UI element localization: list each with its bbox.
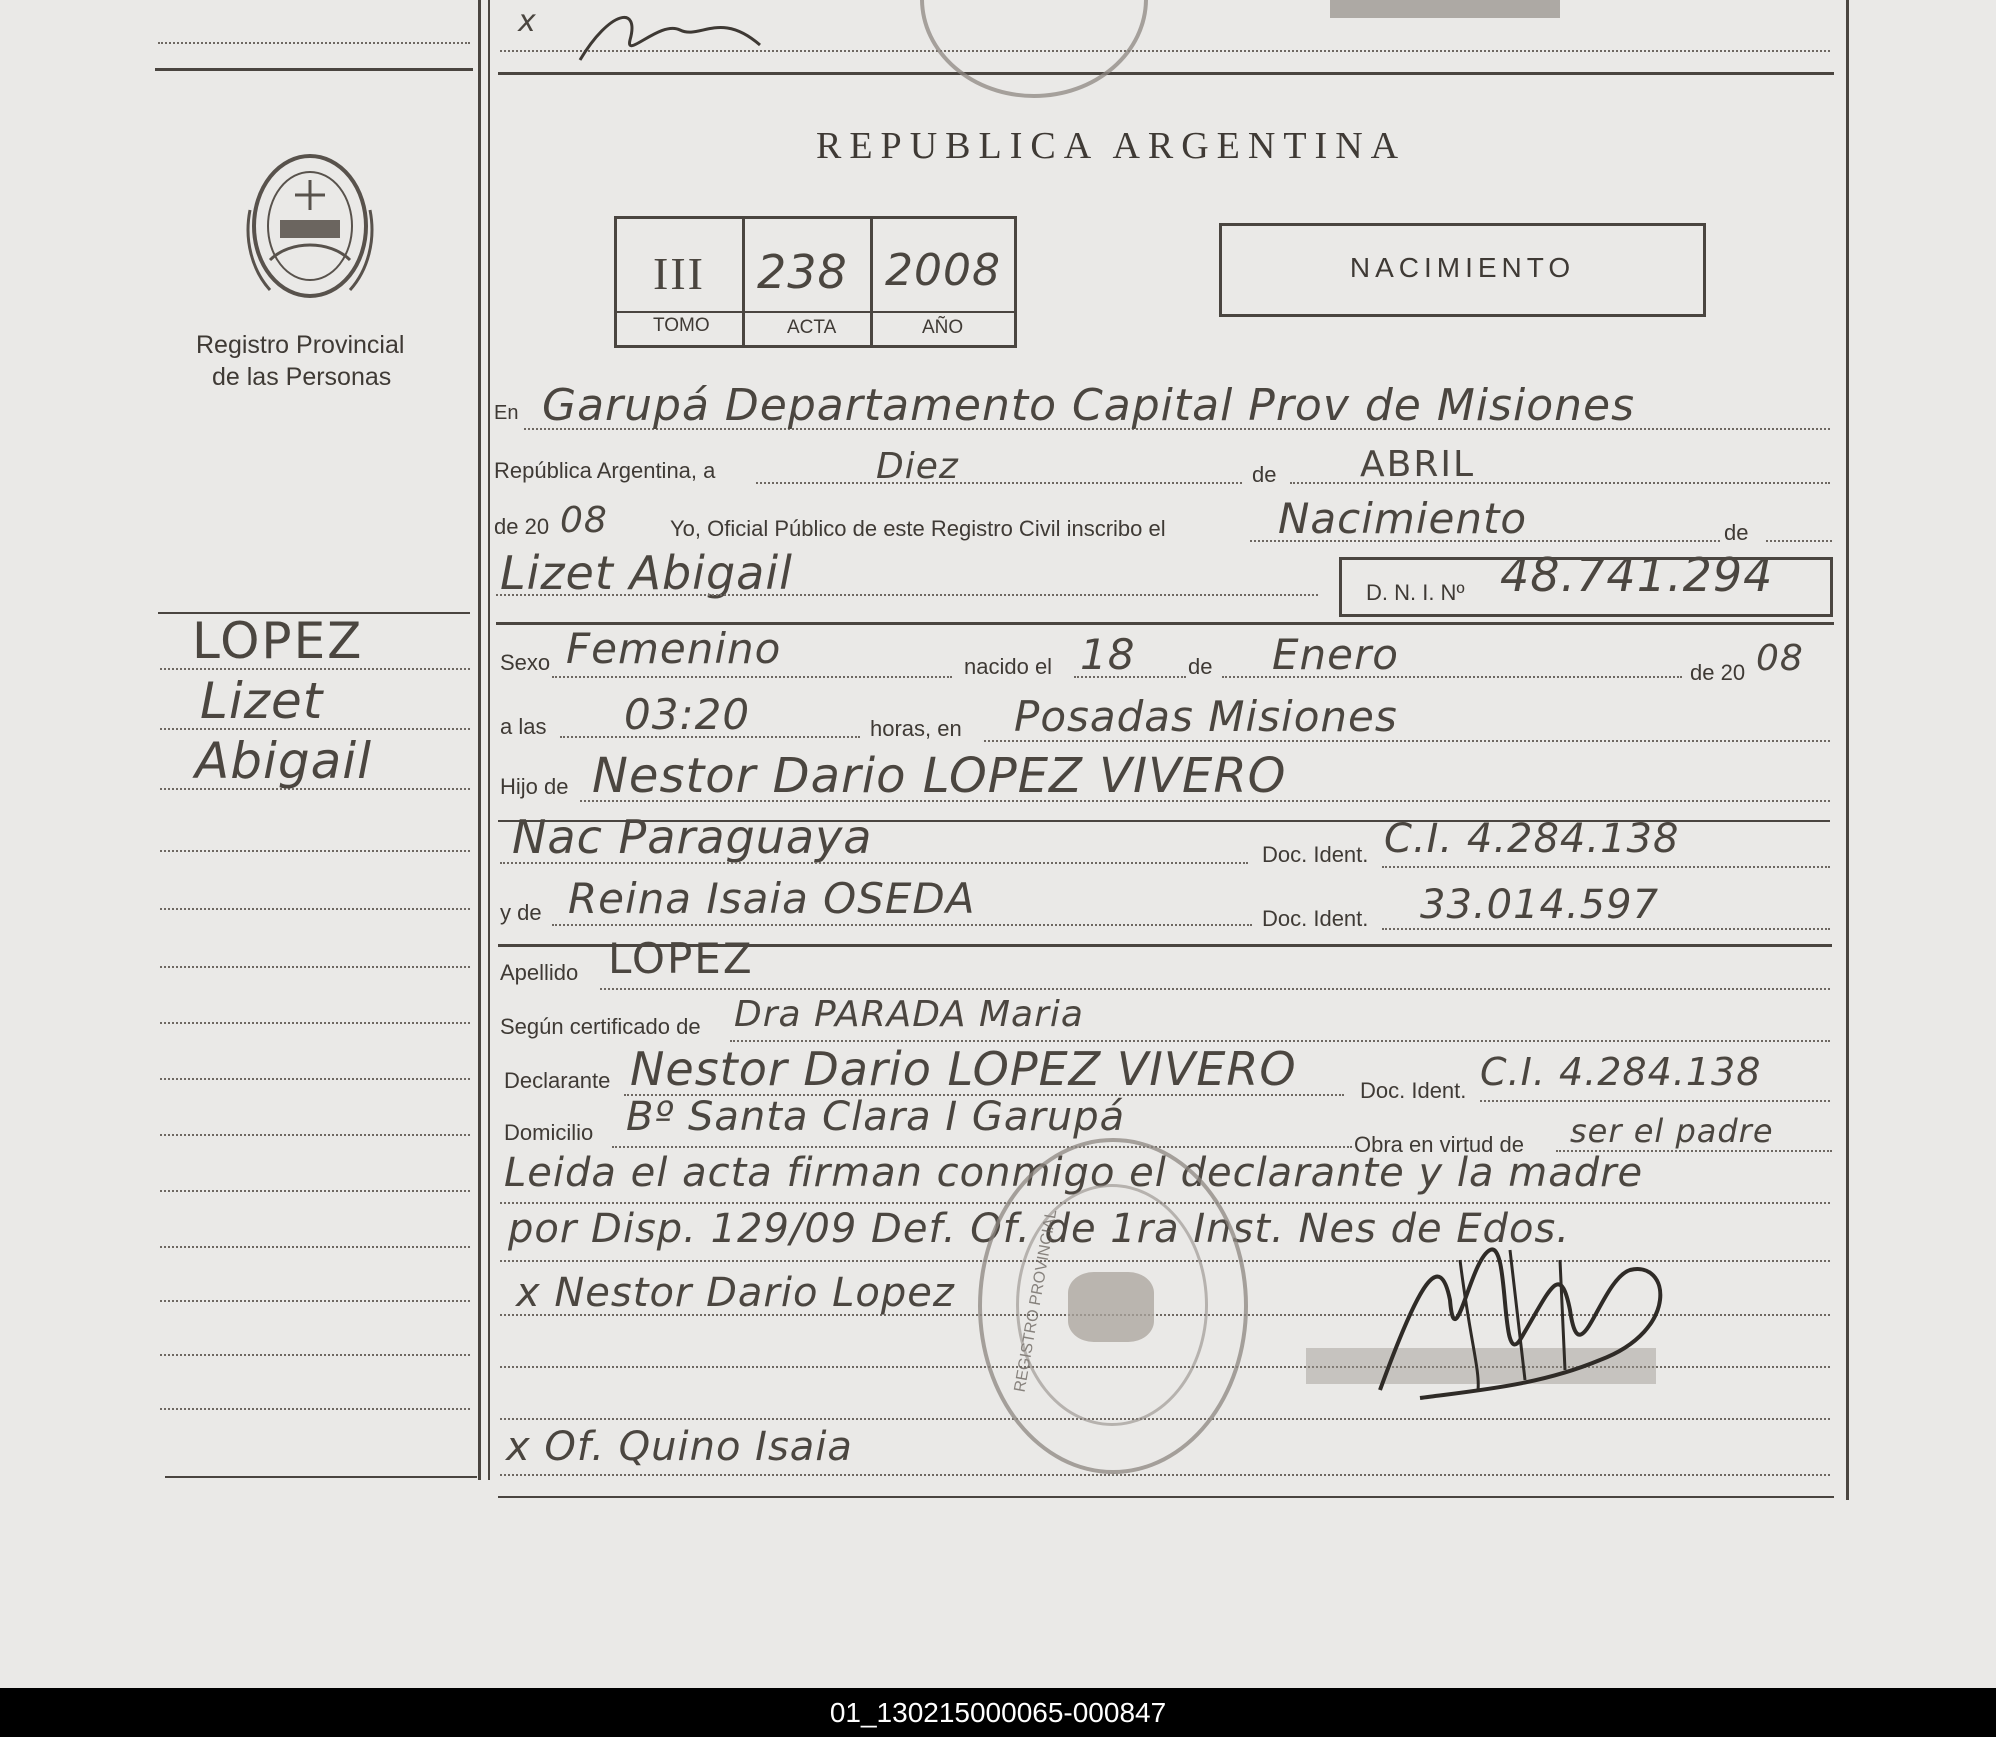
- apellido-line: [600, 988, 1830, 990]
- inner-column-divider: [488, 0, 490, 1480]
- obra-value: ser el padre: [1570, 1112, 1774, 1150]
- left-dotted-line: [160, 1190, 470, 1192]
- registry-name-line1: Registro Provincial: [196, 331, 405, 359]
- note-line2: por Disp. 129/09 Def. Of. de 1ra Inst. Nes de Edos.: [508, 1206, 1570, 1252]
- obra-label: Obra en virtud de: [1354, 1132, 1524, 1157]
- day-line: [756, 482, 1242, 484]
- year-prefix: de 20: [494, 514, 550, 539]
- bottom-rule: [498, 1496, 1834, 1498]
- de-line-2: [1766, 540, 1832, 542]
- table-label-rule: [617, 311, 1014, 313]
- en-label: En: [494, 402, 519, 424]
- father-nationality: Nac Paraguaya: [512, 810, 873, 864]
- yde-label: y de: [500, 900, 542, 925]
- mother-doc-line: [1382, 928, 1830, 930]
- de-label: de: [1252, 462, 1277, 487]
- year-value: 08: [560, 500, 608, 541]
- note-line1: Leida el acta firman conmigo el declarante y la madre: [504, 1150, 1644, 1196]
- declarante-value: Nestor Dario LOPEZ VIVERO: [630, 1042, 1297, 1096]
- left-dotted-line: [160, 966, 470, 968]
- name-value: Lizet Abigail: [500, 546, 793, 600]
- doc-ident-label-mother: Doc. Ident.: [1262, 906, 1369, 931]
- place-value: Posadas Misiones: [1014, 692, 1398, 741]
- father-doc-line: [1382, 866, 1830, 868]
- anio-label: AÑO: [922, 317, 964, 338]
- republica-label: República Argentina, a: [494, 458, 716, 483]
- month-value: ABRIL: [1360, 444, 1476, 485]
- left-dotted-line: [160, 1300, 470, 1302]
- official-signature: [1360, 1220, 1700, 1410]
- acta-label: ACTA: [787, 317, 837, 338]
- father-doc-value: C.I. 4.284.138: [1384, 816, 1680, 862]
- margin-surname: LOPEZ: [192, 612, 364, 670]
- dni-box: [1339, 548, 1833, 617]
- birth-day-value: 18: [1080, 630, 1136, 679]
- right-border: [1846, 0, 1849, 1500]
- top-right-rule: [498, 72, 1834, 75]
- seal-emblem: [1068, 1272, 1154, 1342]
- dni-label: D. N. I. Nº: [1366, 580, 1465, 605]
- mother-value: Reina Isaia OSEDA: [568, 874, 976, 923]
- margin-first-name: Lizet: [200, 672, 324, 730]
- tomo-value: III: [653, 248, 705, 299]
- domicilio-label: Domicilio: [504, 1120, 594, 1145]
- apellido-label: Apellido: [500, 960, 579, 985]
- dni-value: 48.741.294: [1500, 548, 1774, 602]
- apellido-value: LOPEZ: [608, 934, 754, 983]
- domicilio-value: Bº Santa Clara I Garupá: [626, 1094, 1126, 1140]
- sexo-value: Femenino: [566, 624, 782, 673]
- left-dotted-line: [160, 1408, 470, 1410]
- top-signature: [570, 0, 770, 70]
- inscribe-value: Nacimiento: [1278, 494, 1528, 543]
- official-seal: [978, 1138, 1248, 1474]
- horas-label: horas, en: [870, 716, 962, 741]
- left-column-divider: [478, 0, 481, 1480]
- sexo-line: [552, 676, 952, 678]
- registry-name-line2: de las Personas: [212, 363, 392, 391]
- segun-value: Dra PARADA Maria: [734, 994, 1084, 1035]
- left-dotted-line: [160, 1134, 470, 1136]
- en-value: Garupá Departamento Capital Prov de Misiones: [542, 380, 1635, 431]
- declarante-doc-line: [1480, 1100, 1830, 1102]
- father-nat-line: [500, 862, 1248, 864]
- coat-of-arms-icon: [240, 150, 380, 302]
- father-value: Nestor Dario LOPEZ VIVERO: [592, 748, 1287, 804]
- left-bottom-rule: [165, 1476, 477, 1478]
- alas-label: a las: [500, 714, 547, 739]
- sexo-label: Sexo: [500, 650, 551, 675]
- mother-line: [552, 924, 1252, 926]
- de-label-3: de: [1188, 654, 1213, 679]
- left-dotted-line: [160, 1246, 470, 1248]
- witness-signature: x Of. Quino Isaia: [506, 1424, 853, 1470]
- tomo-label: TOMO: [653, 315, 710, 336]
- country-title: REPUBLICA ARGENTINA: [816, 125, 1407, 167]
- act-type-title: NACIMIENTO: [1349, 252, 1576, 283]
- act-register-table: [614, 216, 1017, 348]
- top-left-rule: [155, 68, 473, 71]
- act-type-box: [1219, 223, 1706, 317]
- image-id-footer: 01_130215000065-000847: [0, 1688, 1996, 1737]
- left-dotted-line: [160, 850, 470, 852]
- note-line: [500, 1474, 1830, 1476]
- declarante-signature: x Nestor Dario Lopez: [516, 1270, 955, 1316]
- time-value: 03:20: [624, 690, 751, 739]
- declarante-label: Declarante: [504, 1068, 611, 1093]
- segun-label: Según certificado de: [500, 1014, 701, 1039]
- year-prefix-2: de 20: [1690, 660, 1746, 685]
- domicilio-line: [612, 1146, 1352, 1148]
- anio-value: 2008: [885, 245, 1001, 296]
- margin-second-name: Abigail: [195, 732, 372, 790]
- doc-ident-label-declarante: Doc. Ident.: [1360, 1078, 1467, 1103]
- top-left-dotted-line: [158, 42, 470, 44]
- left-dotted-line: [160, 1354, 470, 1356]
- left-dotted-line: [160, 1022, 470, 1024]
- top-seal: [920, 0, 1148, 98]
- doc-ident-label-father: Doc. Ident.: [1262, 842, 1369, 867]
- left-dotted-line: [160, 1078, 470, 1080]
- name-line: [496, 594, 1318, 596]
- day-value: Diez: [876, 446, 959, 487]
- nacido-label: nacido el: [964, 654, 1053, 679]
- mother-doc-value: 33.014.597: [1420, 882, 1660, 928]
- birth-year-value: 08: [1756, 638, 1804, 679]
- hijo-label: Hijo de: [500, 774, 569, 799]
- acta-value: 238: [757, 245, 848, 299]
- de-label-2: de: [1724, 520, 1749, 545]
- official-text: Yo, Oficial Público de este Registro Civil inscribo el: [670, 516, 1166, 541]
- seal-text: REGISTRO PROVINCIAL: [1011, 1208, 1061, 1394]
- top-mark: x: [518, 4, 537, 39]
- top-stamp-fragment: [1330, 0, 1560, 18]
- birth-month-value: Enero: [1272, 630, 1399, 679]
- declarante-doc-value: C.I. 4.284.138: [1480, 1050, 1762, 1094]
- left-dotted-line: [160, 908, 470, 910]
